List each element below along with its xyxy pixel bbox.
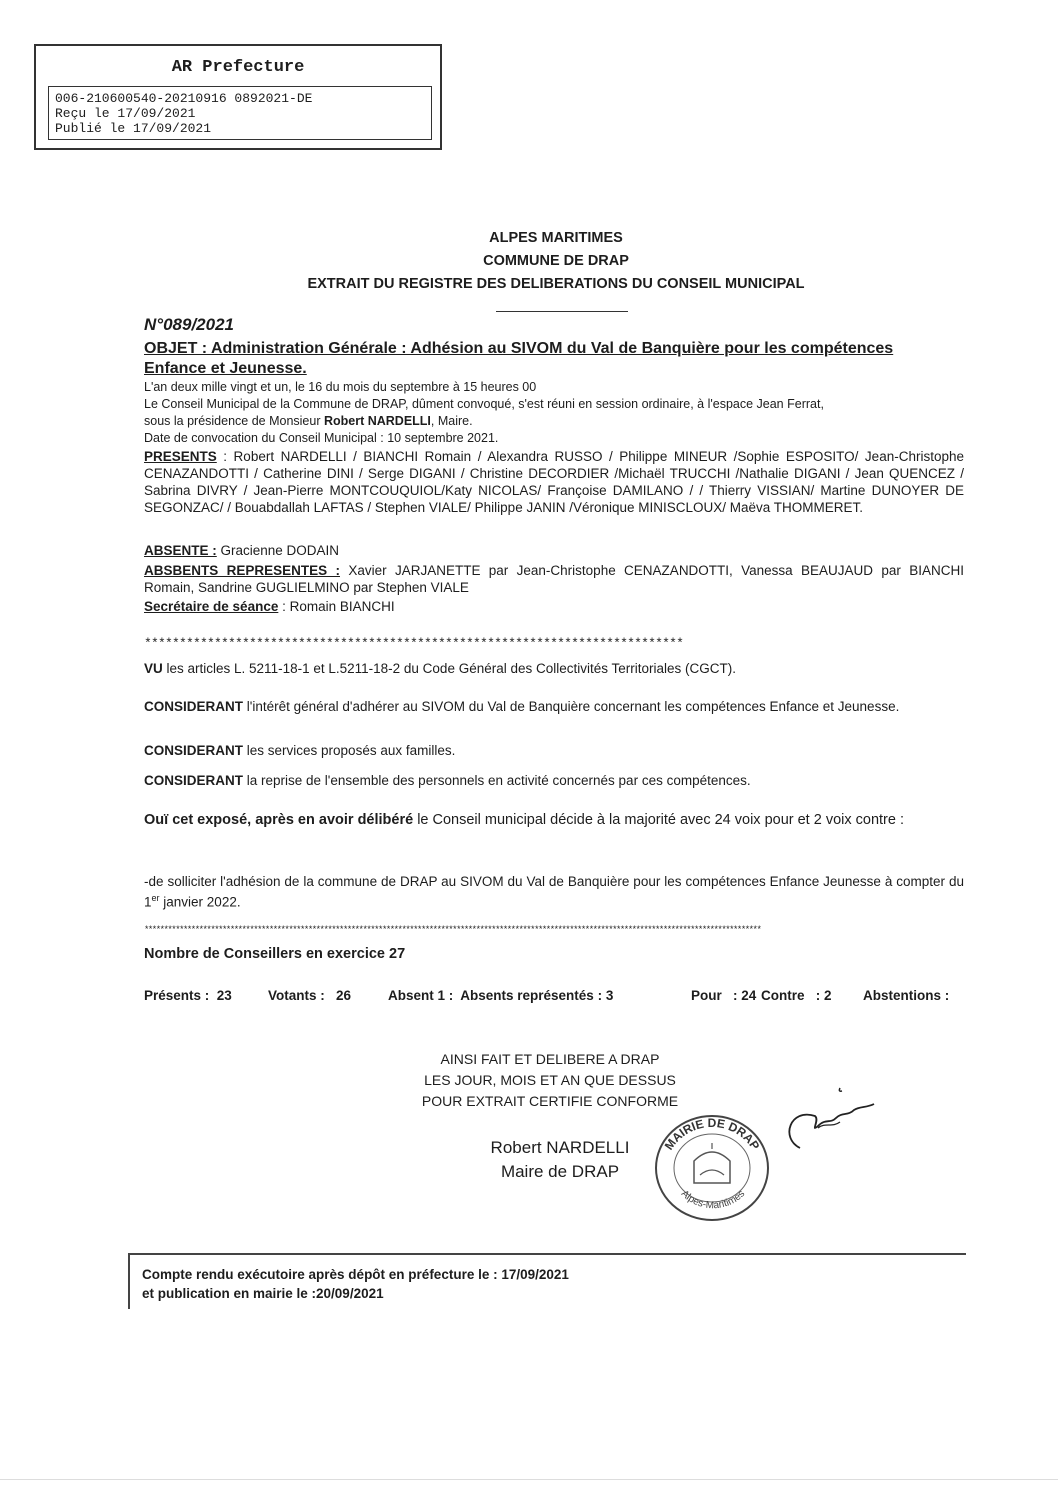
decision-superscript: er xyxy=(151,893,160,903)
signature-icon xyxy=(770,1078,880,1168)
presents-list: : Robert NARDELLI / BIANCHI Romain / Alexandra RUSSO / Philippe MINEUR /Sophie ESPOSITO/ Jean-Christophe CENAZANDOTTI / Catherine DINI / Serge DIGANI / Christine DECORDIER /Michaël TRUCCHI /Nathalie DIGANI / Jean QUENCEZ / Sabrina DIVRY / Jean-Pierre MONTCOUQUIOL/Katy NICOLAS/ Françoise DAMILANO / / Thierry VISSIAN/ Martine DUNOYER DE SEGONZAC/ / Bouabdallah LAFTAS / Stephen VIALE/ Philippe JANIN /Véronique MINISCLOUX/ Maëva THOMMERET. xyxy=(144,449,964,515)
closing-line-2: LES JOUR, MOIS ET AN QUE DESSUS xyxy=(424,1072,676,1088)
count-presents: Présents : 23 xyxy=(144,988,232,1003)
vote-paragraph xyxy=(144,811,964,829)
closing-formula xyxy=(380,1049,720,1112)
represented-label: ABSBENTS REPRESENTES : xyxy=(144,563,340,578)
vote-counts xyxy=(144,988,959,1003)
signatory-name: Robert NARDELLI xyxy=(490,1138,630,1157)
closing-line-3: POUR EXTRAIT CERTIFIE CONFORME xyxy=(421,1093,679,1109)
represented-list: Xavier JARJANETTE par Jean-Christophe CENAZANDOTTI, Vanessa BEAUJAUD par BIANCHI Romain, Sandrine GUGLIELMINO par Stephen VIALE xyxy=(144,563,965,595)
count-votants: Votants : 26 xyxy=(268,988,352,1003)
decision-date: janvier 2022. xyxy=(159,894,241,910)
secretary-label: Secrétaire de séance xyxy=(144,599,279,614)
intro-date: L'an deux mille vingt et un, le 16 du mois du septembre à 15 heures 00 xyxy=(144,380,537,394)
intro-presidence-text: sous la présidence de Monsieur xyxy=(144,414,324,428)
considerant-3-text: la reprise de l'ensemble des personnels en activité concernés par ces compétences. xyxy=(243,773,751,788)
footer-text xyxy=(142,1265,569,1303)
decision-text: -de solliciter l'adhésion de la commune de DRAP au SIVOM du Val de Banquière pour les compétences Enfance Jeunesse à compter du 1 xyxy=(144,874,964,910)
represented-block xyxy=(144,562,964,596)
seal-bottom-text: Alpes-Maritimes xyxy=(678,1188,748,1212)
footer-publication-date: et publication en mairie le :20/09/2021 xyxy=(142,1286,384,1301)
separator-stars: ***************************************************************************** xyxy=(144,636,684,651)
intro-session: Le Conseil Municipal de la Commune de DRAP, dûment convoqué, s'est réuni en session ordinaire, à l'espace Jean Ferrat, xyxy=(144,397,824,411)
deliberation-number: N°089/2021 xyxy=(144,315,234,334)
header-department: ALPES MARITIMES xyxy=(489,230,623,246)
closing-line-1: AINSI FAIT ET DELIBERE A DRAP xyxy=(440,1051,660,1067)
count-contre: Contre : 2 xyxy=(761,988,832,1003)
decision-paragraph xyxy=(144,873,964,911)
considerant-3-label: CONSIDERANT xyxy=(144,773,244,788)
signatory xyxy=(440,1136,680,1184)
execution-footer xyxy=(128,1253,966,1309)
absente-block xyxy=(144,542,964,559)
seal-top-text: MAIRIE DE DRAP xyxy=(661,1116,763,1153)
considerant-2-text: les services proposés aux familles. xyxy=(243,743,456,758)
count-pour: Pour : 24 xyxy=(691,988,757,1003)
stamp-details xyxy=(48,86,432,140)
presents-block xyxy=(144,448,964,516)
svg-text:Alpes-Maritimes xyxy=(679,1188,747,1211)
count-abstentions: Abstentions : xyxy=(863,988,950,1003)
vu-paragraph xyxy=(144,660,964,677)
page-bottom-edge xyxy=(0,1479,1058,1480)
presents-label: PRESENTS xyxy=(144,449,217,464)
vote-text: le Conseil municipal décide à la majorité avec 24 voix pour et 2 voix contre : xyxy=(413,812,905,828)
stamp-reference: 006-210600540-20210916 0892021-DE xyxy=(55,91,313,106)
considerant-1-label: CONSIDERANT xyxy=(144,699,244,714)
considerant-2 xyxy=(144,742,964,759)
considerant-1-text: l'intérêt général d'adhérer au SIVOM du Val de Banquière concernant les compétences Enfance et Jeunesse. xyxy=(243,699,900,714)
secretary-block xyxy=(144,598,964,615)
stamp-received-date: Reçu le 17/09/2021 xyxy=(55,106,196,121)
intro-presidence xyxy=(144,414,964,428)
header-register-title: EXTRAIT DU REGISTRE DES DELIBERATIONS DU CONSEIL MUNICIPAL xyxy=(307,276,805,292)
mayor-name: Robert NARDELLI xyxy=(323,414,431,428)
absente-name: Gracienne DODAIN xyxy=(216,543,340,558)
absente-label: ABSENTE : xyxy=(144,543,217,558)
ar-prefecture-stamp xyxy=(34,44,442,150)
intro-presidence-suffix: , Maire. xyxy=(430,414,473,428)
considerant-1 xyxy=(144,698,964,715)
footer-prefecture-date: Compte rendu exécutoire après dépôt en préfecture le : 17/09/2021 xyxy=(142,1267,569,1282)
count-absents: Absent 1 : Absents représentés : 3 xyxy=(388,988,614,1003)
secretary-name: : Romain BIANCHI xyxy=(278,599,395,614)
stamp-title: AR Prefecture xyxy=(171,58,305,77)
stamp-published-date: Publié le 17/09/2021 xyxy=(55,121,212,136)
considerant-3 xyxy=(144,772,964,789)
vu-text: les articles L. 5211-18-1 et L.5211-18-2 du Code Général des Collectivités Territoriales (CGCT). xyxy=(162,661,737,676)
signatory-title: Maire de DRAP xyxy=(500,1162,620,1181)
vote-label: Ouï cet exposé, après en avoir délibéré xyxy=(144,812,414,828)
considerant-2-label: CONSIDERANT xyxy=(144,743,244,758)
councillors-total: Nombre de Conseillers en exercice 27 xyxy=(144,946,406,962)
deliberation-object: OBJET : Administration Générale : Adhésion au SIVOM du Val de Banquière pour les compétences Enfance et Jeunesse. xyxy=(144,340,894,377)
header-commune: COMMUNE DE DRAP xyxy=(483,253,629,269)
mairie-seal-icon xyxy=(652,1113,772,1223)
vu-label: VU xyxy=(144,661,163,676)
separator-small-stars: ************************************************************************************************************************************************************** xyxy=(144,925,761,935)
header-divider xyxy=(496,311,628,312)
intro-convocation: Date de convocation du Conseil Municipal : 10 septembre 2021. xyxy=(144,431,499,445)
